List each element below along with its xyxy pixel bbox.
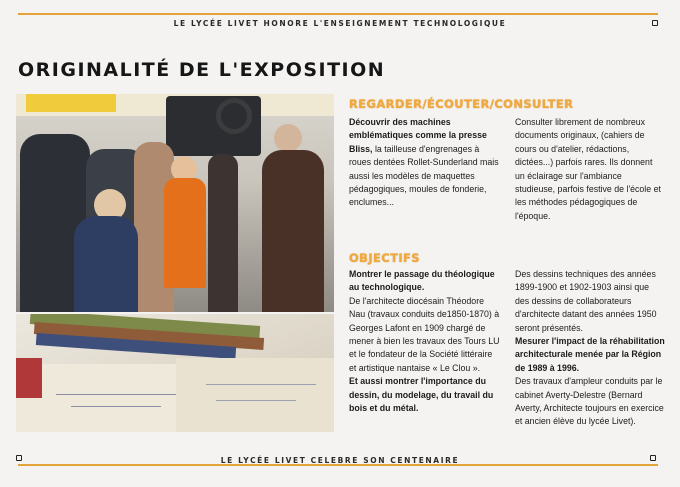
corner-mark-icon [652,20,658,26]
section-heading-objectifs: OBJECTIFS [349,251,420,265]
books-drawings-photo [16,314,334,432]
objectifs-rehabilitation-bold: Mesurer l'impact de la réhabilitation architecturale menée par la Région de 1989 à 1996. [515,336,665,373]
objectifs-column-2 [515,268,665,429]
corner-mark-icon [650,455,656,461]
regarder-column-1 [349,116,499,210]
regarder-intro-text: la tailleuse d'engrenages à roues dentées Rollet-Sunderland mais aussi les modèles de maquettes pédagogiques, moules de fonderie, enclumes... [349,143,499,208]
header-rule [18,13,658,15]
regarder-consult-text: Consulter librement de nombreux documents originaux, (cahiers de cours ou d'atelier, rédactions, dictées...) parfois rares. Ils donnent un éclairage sur l'ambiance studieuse, parfois festive de l'école et les méthodes pédagogiques de l'époque. [515,117,661,221]
page-title: ORIGINALITÉ DE L'EXPOSITION [18,59,386,81]
objectifs-column-1 [349,268,501,415]
objectifs-drawings-text: Des dessins techniques des années 1899-1900 et 1902-1903 ainsi que des dessins de collaborateurs d'architecte datant des années 1950 seront présentés. [515,269,657,333]
objectifs-dessin-bold: Et aussi montrer l'importance du dessin, du modelage, du travail du bois et du métal. [349,376,494,414]
exhibition-photo [16,94,334,312]
regarder-column-2 [515,116,663,223]
header-text: LE LYCÉE LIVET HONORE L'ENSEIGNEMENT TECHNOLOGIQUE [173,19,507,28]
footer-text: LE LYCÉE LIVET CELEBRE SON CENTENAIRE [220,456,460,465]
objectifs-passage-bold: Montrer le passage du théologique au technologique. [349,269,495,293]
corner-mark-icon [16,455,22,461]
objectifs-architects-text: De l'architecte diocésain Théodore Nau (travaux conduits de1850-1870) à Georges Lafont en 1909 chargé de mener à bien les travaux des Tours LU et le fondateur de la Société littéraire et artistique nantaise « Le Clou ». [349,295,500,373]
regarder-intro-bold: Découvrir des machines emblématiques comme la presse Bliss, [349,117,487,154]
objectifs-averty-text: Des travaux d'ampleur conduits par le cabinet Averty-Delestre (Bernard Averty, Architecte toujours en exercice et ancien élève du lycée Livet). [515,376,664,427]
section-heading-regarder: REGARDER/ÉCOUTER/CONSULTER [349,97,574,111]
